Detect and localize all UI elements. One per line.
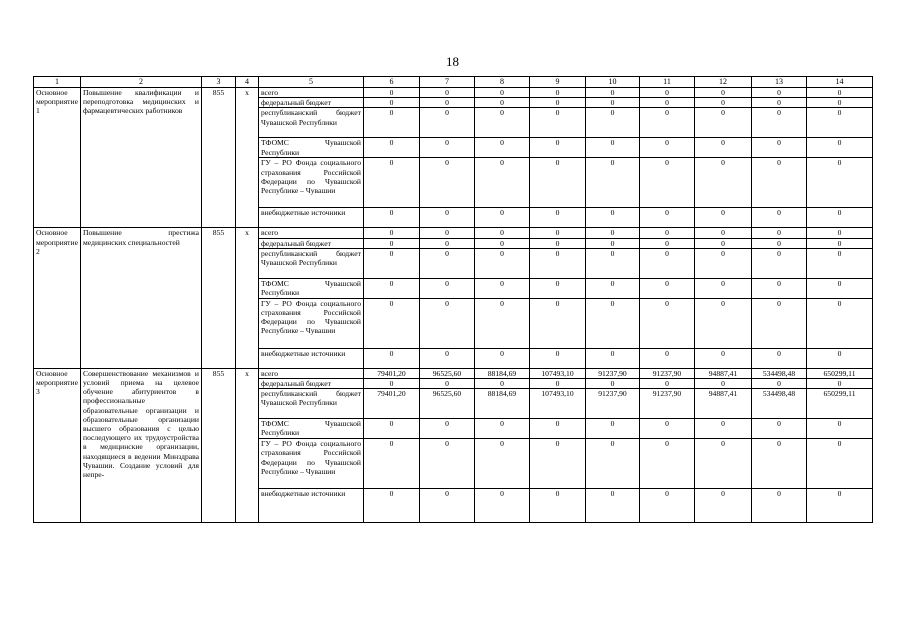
source-label: всего [259,368,364,378]
value-cell: 0 [807,379,873,389]
value-cell: 0 [695,379,752,389]
value-cell: 0 [695,489,752,523]
value-cell: 0 [586,98,640,108]
header-cell: 1 [34,77,81,88]
value-cell: 0 [420,278,475,298]
value-cell: 0 [530,228,586,238]
value-cell: 91237,90 [640,368,695,378]
value-cell: 0 [420,439,475,489]
value-cell: 0 [420,88,475,98]
value-cell: 0 [752,208,807,228]
value-cell: 0 [475,108,530,138]
value-cell: 0 [807,228,873,238]
value-cell: 0 [475,278,530,298]
source-label: всего [259,88,364,98]
value-cell: 0 [586,248,640,278]
value-cell: 0 [640,228,695,238]
value-cell: 0 [475,489,530,523]
value-cell: 0 [640,489,695,523]
value-cell: 0 [420,228,475,238]
value-cell: 0 [420,238,475,248]
value-cell: 0 [695,238,752,248]
header-cell: 5 [259,77,364,88]
value-cell: 88184,69 [475,389,530,419]
value-cell: 534498,48 [752,368,807,378]
value-cell: 0 [420,248,475,278]
table-row [34,368,873,378]
value-cell: 0 [807,88,873,98]
header-cell: 12 [695,77,752,88]
value-cell: 0 [752,248,807,278]
value-cell: 0 [475,419,530,439]
value-cell: 0 [807,108,873,138]
value-cell: 0 [475,228,530,238]
value-cell: 0 [752,98,807,108]
value-cell: 0 [364,298,420,348]
table-row [34,88,873,98]
activity-code: 855 [202,88,236,228]
value-cell: 0 [475,88,530,98]
value-cell: 0 [586,158,640,208]
value-cell: 0 [364,419,420,439]
value-cell: 0 [475,348,530,368]
value-cell: 0 [364,88,420,98]
header-cell: 14 [807,77,873,88]
value-cell: 0 [695,439,752,489]
value-cell: 0 [640,158,695,208]
value-cell: 0 [695,108,752,138]
source-label: ТФОМС Чувашской Республики [259,138,364,158]
value-cell: 0 [752,228,807,238]
value-cell: 0 [475,238,530,248]
value-cell: 0 [752,278,807,298]
header-cell: 13 [752,77,807,88]
value-cell: 91237,90 [586,389,640,419]
value-cell: 0 [695,419,752,439]
source-label: федеральный бюджет [259,98,364,108]
header-cell: 9 [530,77,586,88]
value-cell: 650299,11 [807,368,873,378]
activity-name: Основное мероприятие 1 [34,88,81,228]
value-cell: 0 [807,278,873,298]
value-cell: 0 [420,298,475,348]
value-cell: 0 [364,348,420,368]
value-cell: 0 [807,248,873,278]
value-cell: 0 [752,238,807,248]
value-cell: 0 [695,158,752,208]
value-cell: 0 [640,348,695,368]
value-cell: 0 [530,489,586,523]
value-cell: 0 [364,379,420,389]
value-cell: 0 [420,489,475,523]
value-cell: 94887,41 [695,368,752,378]
value-cell: 0 [807,98,873,108]
value-cell: 0 [586,379,640,389]
value-cell: 0 [640,238,695,248]
value-cell: 0 [475,248,530,278]
activity-description: Совершенствование механизмов и условий приема на целевое обучение абитуриентов в профессиональные образовательные организации и образовательные организации высшего образования с целью последующего их трудоустройства в медицинские организации, находящиеся в ведении Минздрава Чувашии. Создание условий для непре- [81,368,202,522]
value-cell: 0 [807,419,873,439]
value-cell: 0 [695,228,752,238]
value-cell: 88184,69 [475,368,530,378]
value-cell: 0 [640,138,695,158]
value-cell: 0 [640,278,695,298]
value-cell: 0 [364,278,420,298]
value-cell: 94887,41 [695,389,752,419]
activity-name: Основное мероприятие 3 [34,368,81,522]
value-cell: 0 [530,248,586,278]
value-cell: 0 [420,108,475,138]
value-cell: 0 [752,439,807,489]
value-cell: 0 [695,208,752,228]
value-cell: 0 [530,98,586,108]
value-cell: 0 [530,158,586,208]
value-cell: 0 [420,208,475,228]
table-body [34,77,873,523]
value-cell: 0 [752,348,807,368]
value-cell: 107493,10 [530,389,586,419]
budget-table [33,76,873,523]
value-cell: 0 [640,98,695,108]
value-cell: 0 [695,248,752,278]
value-cell: 0 [695,348,752,368]
value-cell: 0 [586,88,640,98]
header-cell: 6 [364,77,420,88]
value-cell: 0 [640,379,695,389]
value-cell: 0 [364,238,420,248]
value-cell: 107493,10 [530,368,586,378]
value-cell: 0 [752,108,807,138]
value-cell: 96525,60 [420,368,475,378]
value-cell: 0 [586,298,640,348]
value-cell: 0 [807,158,873,208]
value-cell: 0 [475,98,530,108]
value-cell: 0 [586,278,640,298]
activity-code: 855 [202,368,236,522]
header-cell: 4 [236,77,259,88]
source-label: ТФОМС Чувашской Республики [259,278,364,298]
value-cell: 0 [586,419,640,439]
value-cell: 0 [695,298,752,348]
value-cell: 0 [807,489,873,523]
value-cell: 0 [530,88,586,98]
value-cell: 0 [695,278,752,298]
value-cell: 0 [364,158,420,208]
value-cell: 0 [530,298,586,348]
activity-description: Повышение квалификации и переподготовка медицинских и фармацевтических работников [81,88,202,228]
value-cell: 0 [530,419,586,439]
value-cell: 0 [640,248,695,278]
value-cell: 0 [752,158,807,208]
value-cell: 0 [530,278,586,298]
value-cell: 0 [752,88,807,98]
header-cell: 10 [586,77,640,88]
header-cell: 8 [475,77,530,88]
source-label: внебюджетные источники [259,208,364,228]
value-cell: 534498,48 [752,389,807,419]
value-cell: 0 [640,88,695,98]
value-cell: 0 [530,108,586,138]
source-label: республиканский бюджет Чувашской Республики [259,108,364,138]
value-cell: 0 [475,298,530,348]
value-cell: 0 [807,439,873,489]
value-cell: 91237,90 [640,389,695,419]
activity-mark: х [236,228,259,368]
value-cell: 0 [530,379,586,389]
header-cell: 7 [420,77,475,88]
header-cell: 2 [81,77,202,88]
value-cell: 0 [640,439,695,489]
value-cell: 0 [530,348,586,368]
value-cell: 0 [364,208,420,228]
value-cell: 0 [364,138,420,158]
value-cell: 0 [586,208,640,228]
source-label: республиканский бюджет Чувашской Республики [259,248,364,278]
value-cell: 0 [420,379,475,389]
value-cell: 0 [586,228,640,238]
value-cell: 0 [752,379,807,389]
activity-description: Повышение престижа медицинских специальностей [81,228,202,368]
value-cell: 0 [807,138,873,158]
value-cell: 0 [530,439,586,489]
source-label: федеральный бюджет [259,379,364,389]
value-cell: 0 [586,138,640,158]
source-label: ГУ – РО Фонда социального страхования Российской Федерации по Чувашской Республике – Чувашии [259,158,364,208]
value-cell: 0 [640,298,695,348]
value-cell: 79401,20 [364,389,420,419]
value-cell: 0 [807,348,873,368]
source-label: всего [259,228,364,238]
header-cell: 3 [202,77,236,88]
value-cell: 0 [420,98,475,108]
value-cell: 0 [695,138,752,158]
value-cell: 0 [475,208,530,228]
value-cell: 0 [807,238,873,248]
source-label: внебюджетные источники [259,489,364,523]
page-number: 18 [446,54,459,69]
activity-name: Основное мероприятие 2 [34,228,81,368]
value-cell: 0 [420,348,475,368]
header-row [34,77,873,88]
value-cell: 0 [586,348,640,368]
value-cell: 0 [530,208,586,228]
value-cell: 0 [752,419,807,439]
value-cell: 0 [420,138,475,158]
value-cell: 0 [640,208,695,228]
value-cell: 0 [807,298,873,348]
value-cell: 0 [364,228,420,238]
source-label: ГУ – РО Фонда социального страхования Российской Федерации по Чувашской Республике – Чувашии [259,439,364,489]
table-row [34,228,873,238]
value-cell: 0 [420,419,475,439]
source-label: внебюджетные источники [259,348,364,368]
activity-mark: х [236,88,259,228]
value-cell: 0 [695,88,752,98]
value-cell: 0 [752,138,807,158]
value-cell: 0 [752,489,807,523]
activity-code: 855 [202,228,236,368]
value-cell: 91237,90 [586,368,640,378]
value-cell: 96525,60 [420,389,475,419]
value-cell: 0 [807,208,873,228]
header-cell: 11 [640,77,695,88]
value-cell: 650299,11 [807,389,873,419]
value-cell: 0 [475,138,530,158]
value-cell: 0 [364,439,420,489]
value-cell: 0 [475,379,530,389]
value-cell: 0 [364,489,420,523]
value-cell: 0 [475,439,530,489]
source-label: ТФОМС Чувашской Республики [259,419,364,439]
value-cell: 0 [420,158,475,208]
value-cell: 0 [475,158,530,208]
value-cell: 0 [586,108,640,138]
value-cell: 0 [530,138,586,158]
value-cell: 0 [364,98,420,108]
value-cell: 0 [364,248,420,278]
value-cell: 0 [586,238,640,248]
value-cell: 0 [364,108,420,138]
activity-mark: х [236,368,259,522]
value-cell: 0 [586,489,640,523]
value-cell: 0 [752,298,807,348]
value-cell: 79401,20 [364,368,420,378]
source-label: республиканский бюджет Чувашской Республики [259,389,364,419]
value-cell: 0 [695,98,752,108]
source-label: ГУ – РО Фонда социального страхования Российской Федерации по Чувашской Республике – Чувашии [259,298,364,348]
value-cell: 0 [640,419,695,439]
source-label: федеральный бюджет [259,238,364,248]
value-cell: 0 [640,108,695,138]
value-cell: 0 [586,439,640,489]
value-cell: 0 [530,238,586,248]
